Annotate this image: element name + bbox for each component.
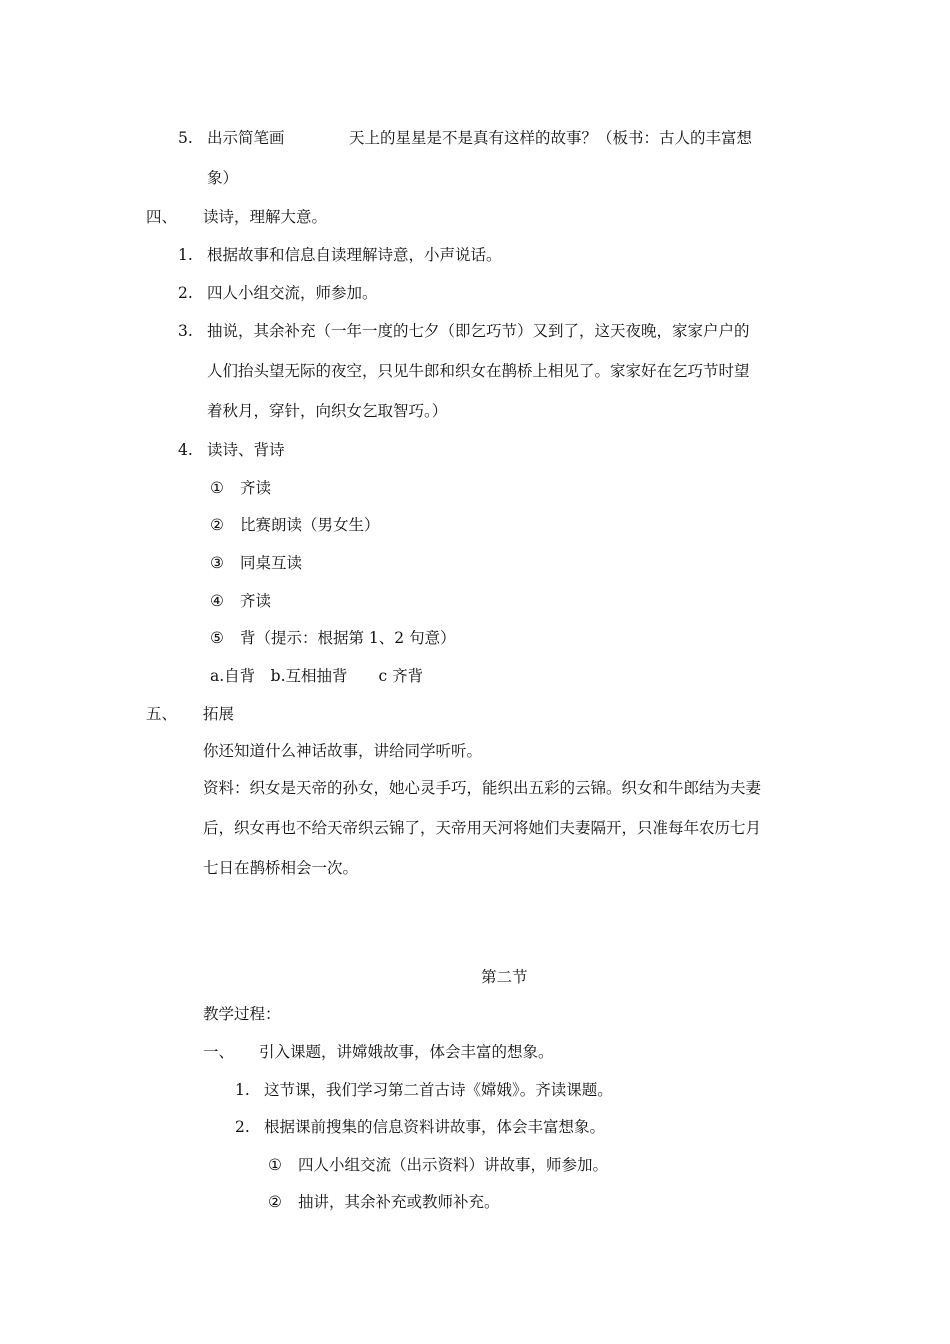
s4-sub-4-text: 齐读 xyxy=(240,592,272,610)
s4-sub-2-text: 比赛朗读（男女生） xyxy=(240,516,380,534)
sec2-part-1-title: 引入课题，讲嫦娥故事，体会丰富的想象。 xyxy=(259,1043,554,1061)
s5-material-line-2: 后，织女再也不给天帝织云锦了，天帝用天河将她们夫妻隔开，只准每年农历七月 xyxy=(203,819,762,837)
s5-question: 你还知道什么神话故事，讲给同学听听。 xyxy=(203,742,483,760)
s4-item-4-text: 读诗、背诗 xyxy=(207,441,285,459)
s4-item-3-line-1: 抽说，其余补充（一年一度的七夕（即乞巧节）又到了，这天夜晚，家家户户的 xyxy=(207,322,750,340)
s4-sub-3-text: 同桌互读 xyxy=(240,554,303,572)
s4-item-3-line-2: 人们抬头望无际的夜空，只见牛郎和织女在鹊桥上相见了。家家好在乞巧节时望 xyxy=(207,362,750,380)
sec2-sub-1-mark: ① xyxy=(268,1156,282,1174)
s5-material-line-1: 资料：织女是天帝的孙女，她心灵手巧，能织出五彩的云锦。织女和牛郎结为夫妻 xyxy=(203,779,762,797)
s4-item-1-text: 根据故事和信息自读理解诗意，小声说话。 xyxy=(207,246,502,264)
s4-sub-3-mark: ③ xyxy=(210,554,224,572)
sec2-sub-2-text: 抽讲，其余补充或教师补充。 xyxy=(298,1193,500,1211)
sec2-part-1-number: 一、 xyxy=(203,1043,235,1061)
section-5-number: 五、 xyxy=(146,705,178,723)
s4-item-4-number: 4. xyxy=(178,441,193,459)
item-5-number: 5. xyxy=(178,129,193,147)
s4-sub-4-mark: ④ xyxy=(210,592,224,610)
s4-sub-5-mark: ⑤ xyxy=(210,629,224,647)
s4-sub-5-text: 背（提示：根据第 1、2 句意） xyxy=(240,629,456,647)
s4-recite-options: a.自背 b.互相抽背 c 齐背 xyxy=(210,667,424,685)
item-5-label: 出示简笔画 xyxy=(207,129,285,147)
s5-material-line-3: 七日在鹊桥相会一次。 xyxy=(203,859,359,877)
sec2-sub-2-mark: ② xyxy=(268,1193,282,1211)
sec2-item-1-text: 这节课，我们学习第二首古诗《嫦娥》。齐读课题。 xyxy=(264,1081,613,1099)
section-4-number: 四、 xyxy=(146,208,178,226)
s4-item-2-text: 四人小组交流，师参加。 xyxy=(207,284,378,302)
section-2-heading: 第二节 xyxy=(481,968,528,986)
s4-sub-1-text: 齐读 xyxy=(240,479,272,497)
s4-sub-1-mark: ① xyxy=(210,479,224,497)
s4-item-2-number: 2. xyxy=(178,284,193,302)
sec2-item-2-number: 2. xyxy=(235,1118,250,1136)
item-5-text: 天上的星星是不是真有这样的故事？（板书：古人的丰富想 xyxy=(349,129,753,147)
s4-item-3-number: 3. xyxy=(178,322,193,340)
s4-item-3-line-3: 着秋月，穿针，向织女乞取智巧。） xyxy=(207,402,448,420)
teaching-process-label: 教学过程： xyxy=(203,1005,281,1023)
section-4-title: 读诗，理解大意。 xyxy=(203,208,328,226)
item-5-continuation: 象） xyxy=(207,169,239,187)
sec2-sub-1-text: 四人小组交流（出示资料）讲故事，师参加。 xyxy=(298,1156,609,1174)
section-5-title: 拓展 xyxy=(203,705,235,723)
s4-sub-2-mark: ② xyxy=(210,516,224,534)
sec2-item-1-number: 1. xyxy=(235,1081,250,1099)
sec2-item-2-text: 根据课前搜集的信息资料讲故事，体会丰富想象。 xyxy=(264,1118,606,1136)
s4-item-1-number: 1. xyxy=(178,246,193,264)
